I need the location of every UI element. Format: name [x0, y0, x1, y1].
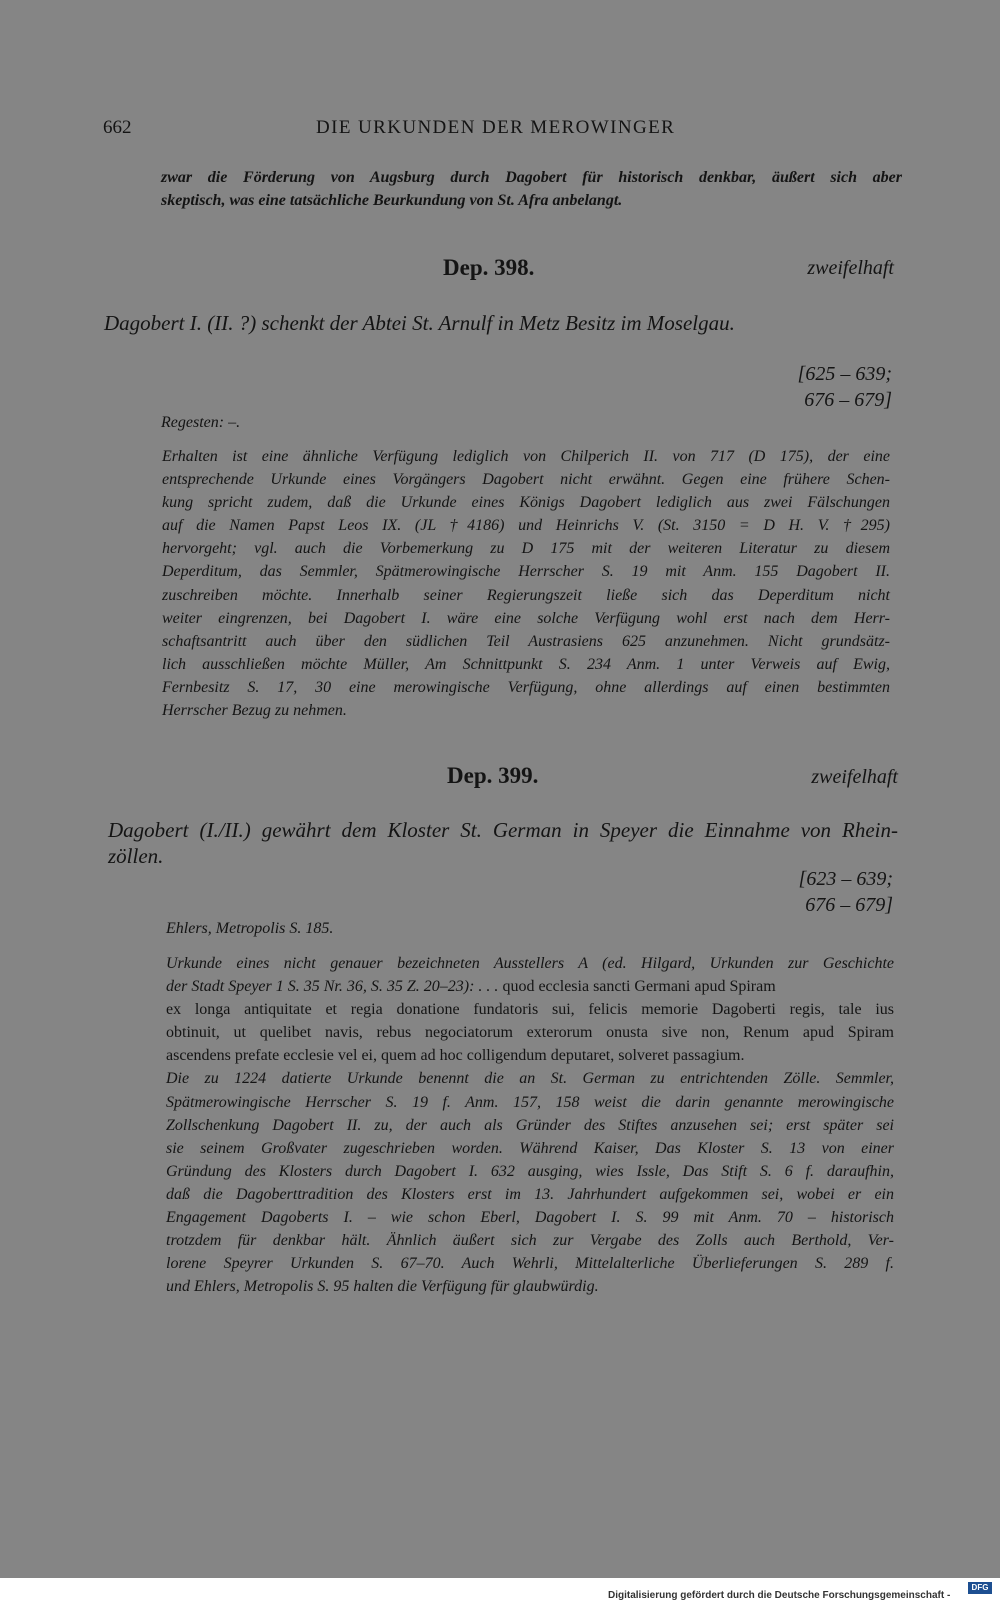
commentary-paragraph [166, 952, 894, 1298]
entry-number: Dep. 398. [443, 255, 535, 280]
title-line: zöllen. [108, 844, 164, 868]
text-line: Herrscher Bezug zu nehmen. [162, 702, 347, 720]
text-line: und Ehlers, Metropolis S. 95 halten die Verfügung für glaubwürdig. [166, 1278, 599, 1296]
text-line: lorene Speyrer Urkunden S. 67–70. Auch Wehrli, Mittelalterliche Überlieferungen S. 289 f. [166, 1255, 894, 1273]
text-line: lich ausschließen möchte Müller, Am Schnittpunkt S. 234 Anm. 1 unter Verweis auf Ewig, [162, 655, 890, 673]
entry-date [799, 866, 893, 918]
text-line: zuschreiben möchte. Innerhalb seiner Regierungszeit ließe sich das Deperditum nicht [162, 586, 890, 604]
text-line: weiter eingrenzen, bei Dagobert I. wäre eine solche Verfügung wohl erst nach dem Herr- [162, 609, 890, 627]
latin-quote: quod ecclesia sancti Germani apud Spiram [502, 978, 776, 996]
latin-quote-line: obtinuit, ut quelibet navis, rebus negociatorum exterorum onusta sive non, Renum apud Spiram [166, 1024, 894, 1042]
text-line: schaftsantritt auch über den südlichen Teil Austrasiens 625 anzunehmen. Nicht grundsätz- [162, 632, 890, 650]
text-line: trotzdem für denkbar hält. Ähnlich äußert sich zur Vergabe des Zolls auch Berthold, Ver- [166, 1232, 894, 1250]
date-line: 676 – 679] [805, 894, 893, 916]
entry-status: zweifelhaft [807, 257, 894, 279]
text-line: sie seinem Großvater zugeschrieben worden. Während Kaiser, Das Kloster S. 13 von einer [166, 1139, 894, 1157]
text-line [166, 975, 894, 998]
text-line: Urkunde eines nicht genauer bezeichneten Ausstellers A (ed. Hilgard, Urkunden zur Geschichte [166, 955, 894, 972]
text-line: Spätmerowingische Herrscher S. 19 f. Anm. 157, 158 weist die darin genannte merowingische [166, 1093, 894, 1111]
quote-lead: der Stadt Speyer 1 S. 35 Nr. 36, S. 35 Z. 20–23): . . . [166, 978, 499, 996]
latin-quote-line: ascendens prefate ecclesie vel ei, quem ad hoc colligendum deputaret, solveret passagium. [166, 1047, 745, 1065]
entry-title: Dagobert I. (II. ?) schenkt der Abtei St. Arnulf in Metz Besitz im Moselgau. [104, 311, 735, 335]
text-line: Deperditum, das Semmler, Spätmerowingische Herrscher S. 19 mit Anm. 155 Dagobert II. [162, 563, 890, 581]
regesten-line: Ehlers, Metropolis S. 185. [166, 920, 334, 937]
text-line: Die zu 1224 datierte Urkunde benennt die an St. German zu entrichtenden Zölle. Semmler, [166, 1070, 894, 1088]
page-number: 662 [103, 117, 132, 138]
carryover-paragraph [161, 166, 902, 212]
latin-quote-line: ex longa antiquitate et regia donatione fundatoris sui, felicis memorie Dagoberti regis, tale ius [166, 1001, 894, 1019]
entry-number: Dep. 399. [447, 763, 539, 788]
running-title: DIE URKUNDEN DER MEROWINGER [316, 117, 676, 138]
text-line: skeptisch, was eine tatsächliche Beurkundung von St. Afra anbelangt. [161, 192, 623, 209]
date-line: [625 – 639; [797, 363, 892, 385]
text-line: Gründung des Klosters durch Dagobert I. 632 ausging, wies Issle, Das Stift S. 6 f. daraufhin, [166, 1162, 894, 1180]
text-line: daß die Dagoberttradition des Klosters erst im 13. Jahrhundert aufgekommen sei, wobei er ein [166, 1185, 894, 1203]
text-line: zwar die Förderung von Augsburg durch Dagobert für historisch denkbar, äußert sich aber [161, 169, 902, 186]
text-line: Zollschenkung Dagobert II. zu, der auch als Gründer des Stiftes anzusehen sei; erst später sei [166, 1116, 894, 1134]
entry-date [798, 361, 892, 413]
date-line: [623 – 639; [798, 868, 893, 890]
entry-status: zweifelhaft [811, 766, 898, 788]
date-line: 676 – 679] [804, 389, 892, 411]
title-line: Dagobert (I./II.) gewährt dem Kloster St. German in Speyer die Einnahme von Rhein- [108, 818, 898, 842]
entry-title [108, 817, 898, 869]
text-line: Fernbesitz S. 17, 30 eine merowingische Verfügung, ohne allerdings auf einen bestimmten [162, 678, 890, 696]
regesten-line: Regesten: –. [161, 414, 241, 431]
text-line: Engagement Dagoberts I. – wie schon Eberl, Dagobert I. S. 99 mit Anm. 70 – historisch [166, 1209, 894, 1227]
text-line: Erhalten ist eine ähnliche Verfügung lediglich von Chilperich II. von 717 (D 175), der eine [162, 448, 890, 465]
text-line: hervorgeht; vgl. auch die Vorbemerkung zu D 175 mit der weiteren Literatur zu diesem [162, 540, 890, 558]
commentary-paragraph [162, 445, 890, 722]
text-line: auf die Namen Papst Leos IX. (JL †4186) und Heinrichs V. (St. 3150 = D H. V. †295) [162, 517, 890, 535]
text-line: kung spricht zudem, daß die Urkunde eines Königs Dagobert lediglich aus zwei Fälschungen [162, 494, 890, 512]
text-line: entsprechende Urkunde eines Vorgängers Dagobert nicht erwähnt. Gegen eine frühere Schen- [162, 471, 890, 489]
digitization-credit: Digitalisierung gefördert durch die Deutsche Forschungsgemeinschaft - [608, 1590, 951, 1601]
dfg-logo: DFG [968, 1582, 992, 1594]
